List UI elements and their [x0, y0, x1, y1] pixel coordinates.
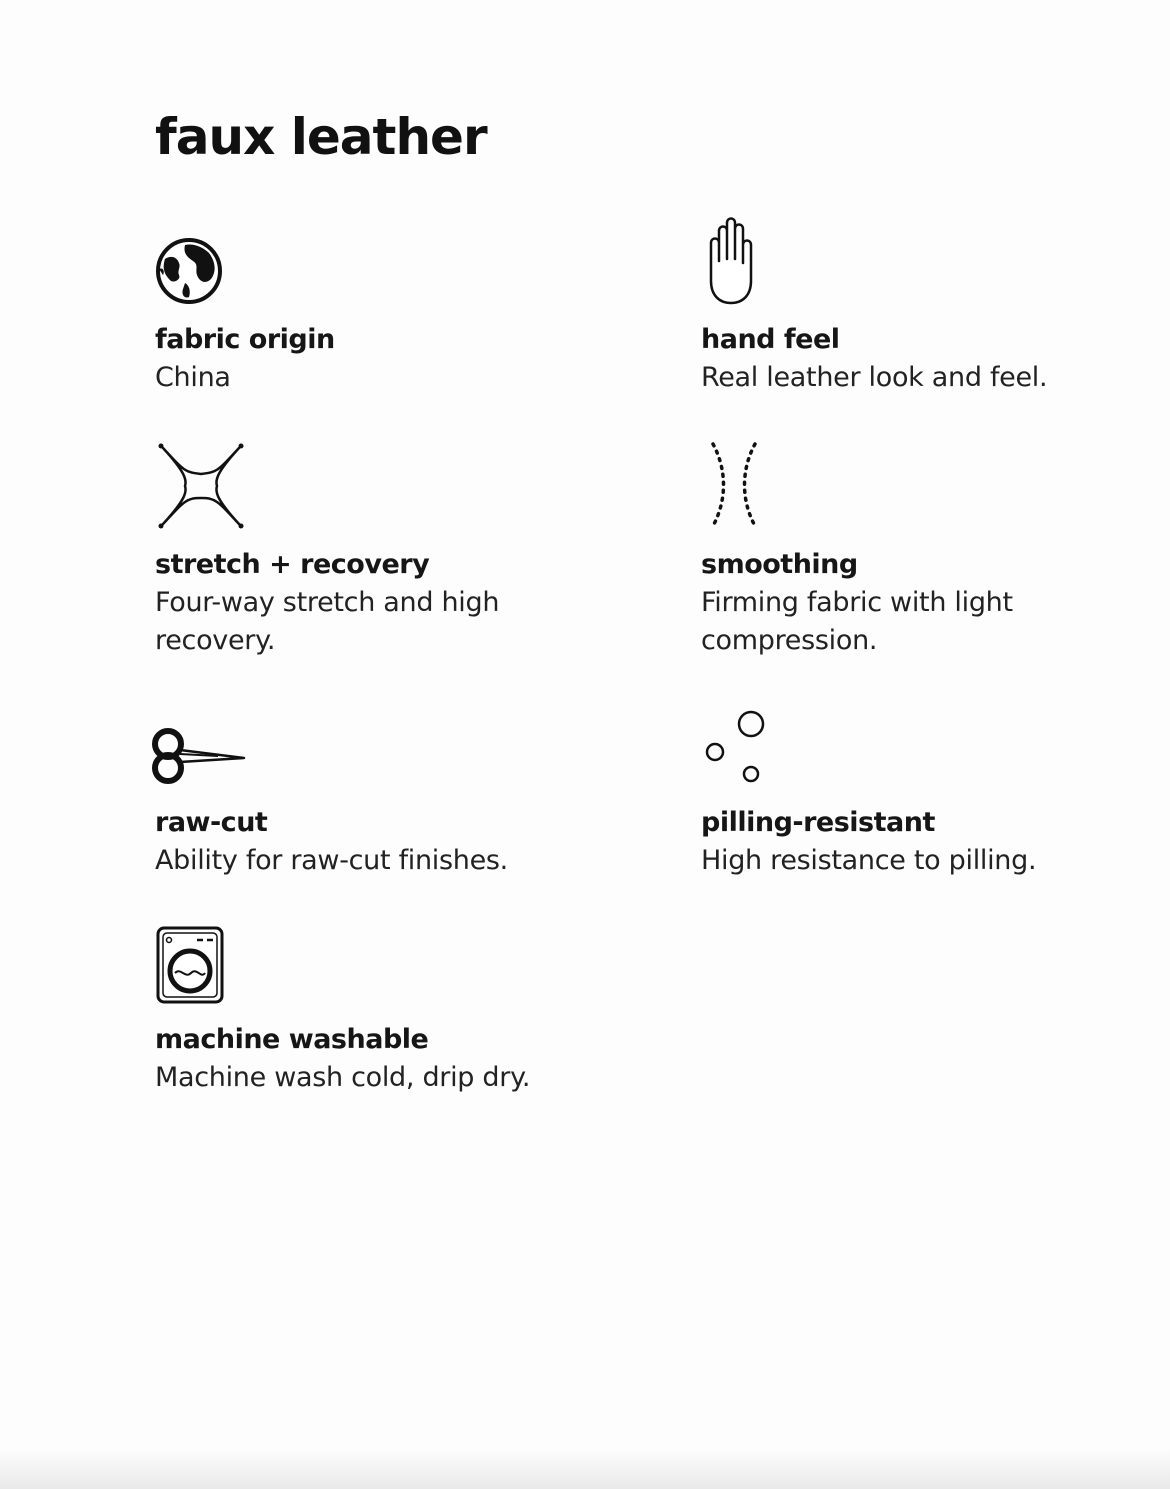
feature-label: fabric origin: [155, 324, 335, 355]
smoothing-curves-icon: [701, 440, 1170, 530]
feature-description: Four-way stretch and high recovery.: [155, 587, 500, 656]
feature-label: machine washable: [155, 1024, 429, 1055]
stretch-star-icon: [155, 440, 625, 530]
feature-description: Ability for raw-cut finishes.: [155, 845, 508, 876]
scissors-icon: [148, 698, 618, 788]
bubbles-icon: [701, 698, 1170, 788]
feature-stretch-recovery: [155, 440, 625, 660]
feature-machine-washable: [155, 915, 625, 1097]
feature-label: raw-cut: [155, 807, 268, 838]
feature-hand-feel: [701, 215, 1170, 397]
bottom-fade: [0, 1449, 1170, 1489]
feature-description: Real leather look and feel.: [701, 362, 1048, 393]
globe-icon: [155, 215, 625, 305]
feature-label: hand feel: [701, 324, 840, 355]
feature-label: stretch + recovery: [155, 549, 430, 580]
feature-fabric-origin: [155, 215, 625, 397]
washing-machine-icon: [155, 915, 625, 1005]
feature-description: High resistance to pilling.: [701, 845, 1037, 876]
feature-raw-cut: [148, 698, 618, 880]
feature-label: pilling-resistant: [701, 807, 935, 838]
feature-pilling-resistant: [701, 698, 1170, 880]
feature-description: China: [155, 362, 231, 393]
hand-icon: [701, 215, 1170, 305]
feature-smoothing: [701, 440, 1170, 660]
feature-description: Machine wash cold, drip dry.: [155, 1062, 531, 1093]
page-title: faux leather: [155, 108, 487, 166]
feature-label: smoothing: [701, 549, 858, 580]
feature-description: Firming fabric with light compression.: [701, 587, 1013, 656]
